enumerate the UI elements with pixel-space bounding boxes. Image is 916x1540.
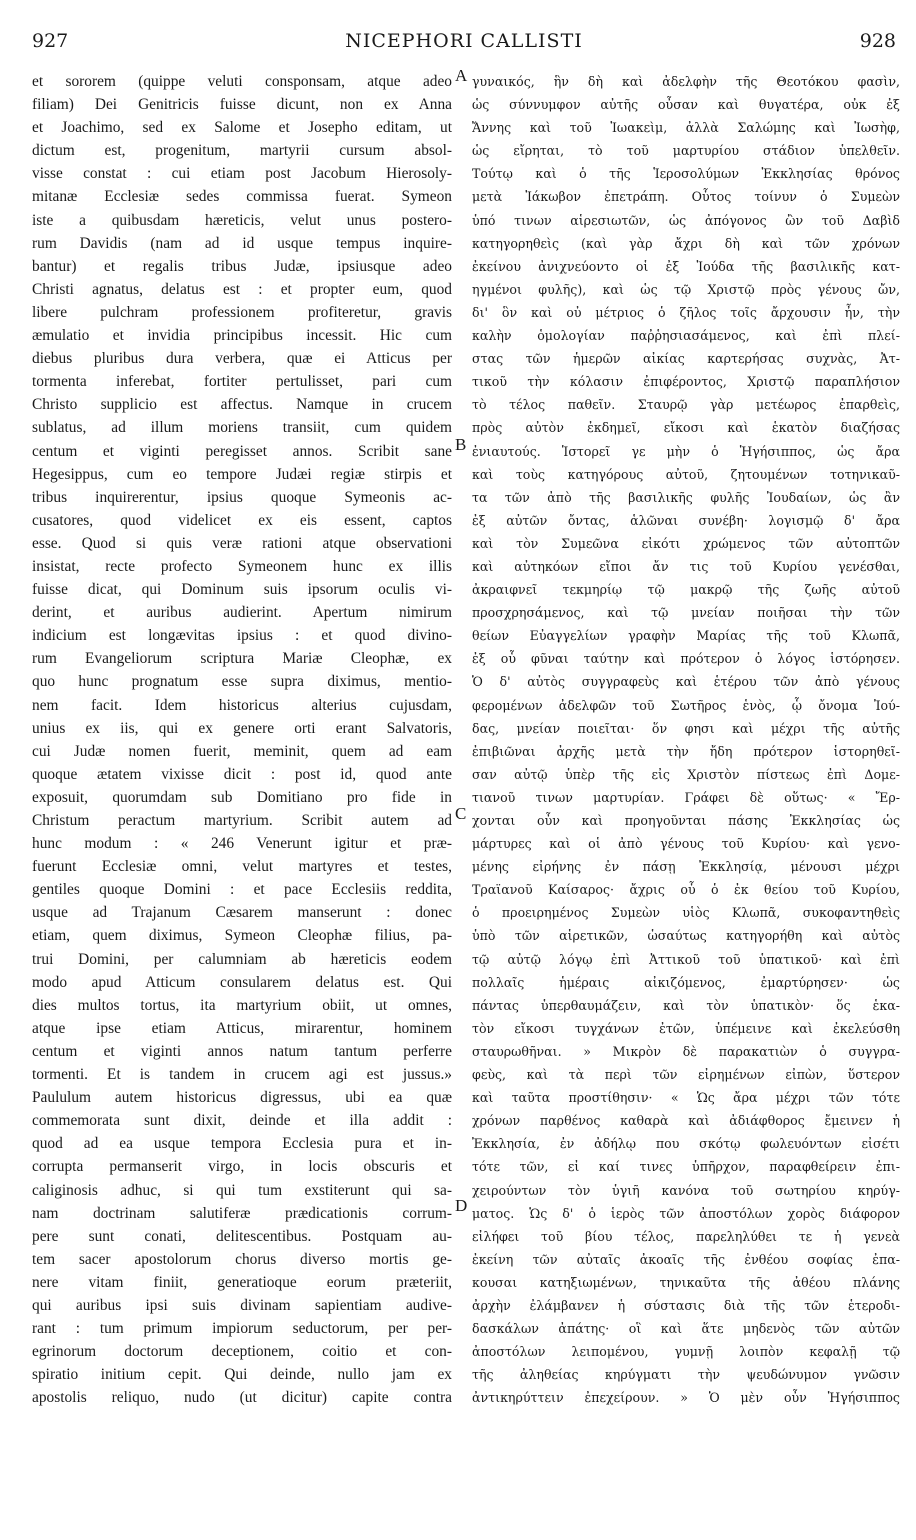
text-line: apostolis reliquo, nudo (ut dicitur) capite contra <box>32 1389 452 1407</box>
text-line: insistat, recte profecto Symeonem hunc ex illis <box>32 557 452 575</box>
text-line: tem sacer apostolorum chorus diverso mortis ge- <box>32 1250 452 1268</box>
text-line: μάρτυρες καὶ οἱ ἀπὸ γένους τοῦ Κυρίου· καὶ γενο- <box>472 836 900 852</box>
text-line: δασκάλων ἀπάτης· οἳ καὶ ἅτε μηδενὸς τῶν αὐτῶν <box>472 1321 900 1337</box>
text-line: atque ipse etiam Atticus, mirarentur, hominem <box>32 1019 452 1037</box>
text-line: χονται οὖν καὶ προηγοῦνται πάσης Ἐκκλησίας ὡς <box>472 813 900 828</box>
text-line: gentiles quoque Domini : et pace Ecclesiis reddita, <box>32 881 452 899</box>
text-line: Paululum autem historicus digressus, ubi ea quæ <box>32 1089 452 1107</box>
text-line: πάντας ὑπερθαυμάζειν, καὶ τὸν ὑπατικὸν· ὅς ἑκα- <box>472 997 900 1013</box>
text-line: rum Evangeliorum scriptura Mariæ Cleophæ, ex <box>32 650 452 668</box>
text-line: τὸν εἴκοσι τυγχάνων ἐτῶν, ὑπέμεινε καὶ ἐκελεύσθη <box>472 1020 900 1036</box>
section-marker-a: A <box>455 66 468 85</box>
text-line: προσχρησάμενος, καὶ τῷ μνείαν ποιῆσαι τὴν τῶν <box>472 605 900 621</box>
section-marker-b: B <box>455 435 467 454</box>
text-line: τότε τῶν, εἰ καί τινες ὑπῆρχον, παραφθείρειν ἐπι- <box>472 1159 900 1175</box>
latin-column <box>32 70 452 1409</box>
text-line: nam doctrinam salutiferæ prædicationis corrum- <box>32 1204 452 1222</box>
text-line: ὑπὸ τῶν αἱρετικῶν, ὡσαύτως κατηγορήθη καὶ αὐτὸς <box>472 928 900 944</box>
text-line: tormenti. Et is tandem in crucem agi est jussus.» <box>32 1066 452 1084</box>
text-line: fuisse dicat, qui Dominum suis ipsorum oculis vi- <box>32 581 452 599</box>
section-marker-c: C <box>455 804 467 823</box>
text-line: qui auribus ipsi suis divinam sapientiam audive- <box>32 1296 452 1314</box>
text-line: Christi agnatus, delatus est : et propter eum, quod <box>32 280 452 298</box>
text-line: ἀρχὴν ἐλάμβανεν ἡ σύστασις διὰ τῆς τῶν ἑτεροδι- <box>472 1297 900 1313</box>
text-line: filiam) Dei Genitricis fuisse dicunt, non ex Anna <box>32 96 452 114</box>
text-line: τικοῦ τὴν κόλασιν ἐπιφέροντος, Χριστῷ παραπλήσιον <box>472 374 900 390</box>
text-line: sublatus, ad illum moriens transiit, cum quidem <box>32 419 452 437</box>
text-line: indicium est longævitas ipsius : et quod divino- <box>32 627 452 645</box>
text-line: modo apud Atticum consularem delatus est. Qui <box>32 973 452 991</box>
text-line: tormenta inferebat, fortiter pertulisset, pari cum <box>32 373 452 391</box>
text-line: σαν αὐτῷ ὑπὲρ τῆς εἰς Χριστὸν πίστεως ἐπὶ Δομε- <box>472 766 900 782</box>
text-line: ἐνιαυτούς. Ἱστορεῖ γε μὴν ὁ Ἡγήσιππος, ὡς ἄρα <box>472 443 900 459</box>
text-line: τιανοῦ τινων μαρτυρίαν. Γράφει δὲ οὕτως· « Ἔρ- <box>472 789 900 805</box>
greek-column <box>472 70 900 1409</box>
text-line: Hegesippus, cum eo tempore Judæi regiæ stirpis et <box>32 465 452 483</box>
text-line: ἐξ αὐτῶν ὄντας, ἁλῶναι συνέβη· λογισμῷ δ' ἄρα <box>472 512 900 528</box>
text-line: τὸ τέλος παθεῖν. Σταυρῷ γὰρ μετέωρος ἐπαρθεὶς, <box>472 397 900 413</box>
text-line: commemorata sunt dixit, deinde et illa addit : <box>32 1112 452 1130</box>
text-line: et sororem (quippe veluti consponsam, atque adeo <box>32 73 452 90</box>
text-line: Christum peractum martyrium. Scribit autem ad <box>32 812 452 829</box>
text-line: hunc modum : « 246 Venerunt igitur et præ- <box>32 835 452 853</box>
text-line: fuerunt Ecclesiæ omni, velut martyres et testes, <box>32 858 452 876</box>
text-line: θείων Εὐαγγελίων γραφὴν Μαρίας τῆς τοῦ Κλωπᾶ, <box>472 628 900 644</box>
text-line: πολλαῖς ἡμέραις αἰκιζόμενος, ἐμαρτύρησεν· ὡς <box>472 974 900 990</box>
text-line: cui Judæ nomen fuerit, meminit, quem ad eam <box>32 742 452 760</box>
text-line: centum et viginti annos natum tantum perferre <box>32 1042 452 1060</box>
text-line: Ἐκκλησία, ἐν ἀδήλῳ που σκότῳ φωλευόντων εἰσέτι <box>472 1136 900 1152</box>
text-line: dictum est, progenitum, martyrii cursum absol- <box>32 142 452 160</box>
text-line: ὡς εἴρηται, τὸ τοῦ μαρτυρίου στάδιον ὑπελθεῖν. <box>472 143 900 159</box>
text-line: ὡς σύννυμφον αὐτῆς οὖσαν καὶ θυγατέρα, οὐκ ἐξ <box>472 97 900 113</box>
text-line: usque ad Trajanum Cæsarem manserunt : donec <box>32 904 452 922</box>
text-line: ὁ προειρημένος Συμεὼν υἱὸς Κλωπᾶ, συκοφαντηθεὶς <box>472 905 900 921</box>
text-line: libere pulchram professionem profiteretur, gravis <box>32 303 452 321</box>
page-header <box>32 30 896 60</box>
text-line: spiratio initium cepit. Qui deinde, nullo jam ex <box>32 1366 452 1384</box>
text-line: στας τῶν ἡμερῶν αἰκίας καρτερήσας συχνὰς, Ἀτ- <box>472 351 900 367</box>
text-line: tribus inquirerentur, ipsius quoque Symeonis ac- <box>32 488 452 506</box>
text-line: σταυρωθῆναι. » Μικρὸν δὲ παρακατιὼν ὁ συγγρα- <box>472 1043 900 1059</box>
text-line: μένης εἰρήνης ἐν πάσῃ Ἐκκλησίᾳ, μένουσι μέχρι <box>472 859 900 875</box>
text-line: τα τῶν ἀπὸ τῆς βασιλικῆς φυλῆς Ἰουδαίων, ὡς ἂν <box>472 489 900 505</box>
text-line: ἐπιβιῶναι ἀρχῆς μετὰ τὴν ἤδη πρότερον ἱστορηθεῖ- <box>472 743 900 759</box>
text-line: τῆς ἀληθείας κηρύγματι τὴν ψευδώνυμον γνῶσιν <box>472 1367 900 1383</box>
text-line: καὶ τοὺς κατηγόρους αὐτοῦ, ζητουμένων τοτηνικαῦ- <box>472 466 900 482</box>
text-line: καὶ ταῦτα προστίθησιν· « Ὡς ἄρα μέχρι τῶν τότε <box>472 1090 900 1106</box>
text-line: trui Domini, per calumniam ab hæreticis eodem <box>32 950 452 968</box>
text-line: æmulatio et invidia principibus incessit. Hic cum <box>32 327 452 345</box>
text-line: ἐκείνη τῶν αὐταῖς ἀκοαῖς τῆς ἐνθέου σοφίας ἐπα- <box>472 1251 900 1267</box>
text-line: visse constat : cui etiam post Jacobum Hierosoly- <box>32 165 452 183</box>
text-line: ἀποστόλων λειπομένου, γυμνῇ λοιπὸν κεφαλῇ τῷ <box>472 1344 900 1360</box>
text-line: Τραϊανοῦ Καίσαρος· ἄχρις οὗ ὁ ἐκ θείου τοῦ Κυρίου, <box>472 882 900 898</box>
text-line: rant : tum primum impiorum seductorum, per per- <box>32 1320 452 1338</box>
right-page-number: 928 <box>859 30 896 52</box>
text-line: quo hunc prognatum esse supra diximus, mentio- <box>32 673 452 691</box>
text-line: derint, et auribus audierint. Apertum nimirum <box>32 604 452 622</box>
text-line: nere vitam finiit, generatioque eorum præteriit, <box>32 1273 452 1291</box>
text-line: caliginosis adhuc, si qui tum exstiterunt qui sa- <box>32 1181 452 1199</box>
text-line: ματος. Ὡς δ' ὁ ἱερὸς τῶν ἀποστόλων χορὸς διάφορον <box>472 1205 900 1221</box>
text-line: egrinorum doctorum deceptionem, coitio et con- <box>32 1343 452 1361</box>
text-line: dies multos tortus, ita martyrium obiit, ut omnes, <box>32 996 452 1014</box>
text-line: esse. Quod si quis veræ rationi atque observationi <box>32 534 452 552</box>
text-line: καὶ αὐτηκόων εἴποι ἄν τις τοῦ Κυρίου γενέσθαι, <box>472 558 900 574</box>
text-line: Christo supplicio est affectus. Namque in crucem <box>32 396 452 414</box>
text-line: φερομένων ἀδελφῶν τοῦ Σωτῆρος ἑνὸς, ᾧ ὄνομα Ἰού- <box>472 697 900 713</box>
section-marker-d: D <box>455 1196 468 1215</box>
text-line: unius ex iis, qui ex genere orti erant Salvatoris, <box>32 719 452 737</box>
text-line: γυναικός, ἣν δὴ καὶ ἀδελφὴν τῆς Θεοτόκου φασὶν, <box>472 74 900 89</box>
running-title: NICEPHORI CALLISTI <box>345 30 583 52</box>
text-line: χειρούντων τὸν ὑγιῆ κανόνα τοῦ σωτηρίου κηρύγ- <box>472 1182 900 1198</box>
text-line: εἰλήφει τοῦ βίου τέλος, παρεληλύθει τε ἡ γενεὰ <box>472 1228 900 1244</box>
text-line: exposuit, quorumdam sub Domitiano pro fide in <box>32 788 452 806</box>
text-line: μετὰ Ἰάκωβον ἐπετράπη. Οὗτος τοίνυν ὁ Συμεὼν <box>472 189 900 205</box>
left-page-number: 927 <box>32 30 69 52</box>
text-line: ἀντικηρύττειν ἐπεχείρουν. » Ὁ μὲν οὖν Ἡγήσιππος <box>472 1390 900 1406</box>
text-line: diebus pluribus dura verbera, quæ ei Atticus per <box>32 350 452 368</box>
text-line: corrupta permanserit virgo, in locis obscuris et <box>32 1158 452 1176</box>
text-line: ηγμένοι φυλῆς), καὶ ὡς τῷ Χριστῷ πρὸς γένους ὤν, <box>472 281 900 297</box>
text-line: Ἄννης καὶ τοῦ Ἰωακεὶμ, ἀλλὰ Σαλώμης καὶ Ἰωσὴφ, <box>472 120 900 136</box>
text-line: centum et viginti peregisset annos. Scribit sane <box>32 442 452 460</box>
text-line: iste a quibusdam hæreticis, velut unus postero- <box>32 211 452 229</box>
text-line: quoque ætatem vixisse dicit : post id, quod ante <box>32 765 452 783</box>
text-line: τῷ αὐτῷ λόγῳ ἐπὶ Ἀττικοῦ τοῦ ὑπατικοῦ· καὶ ἐπὶ <box>472 951 900 967</box>
text-line: ἐξ οὗ φῦναι ταύτην καὶ πρότερον ὁ λόγος ἱστόρησεν. <box>472 651 900 667</box>
text-line: φεὺς, καὶ τὰ περὶ τῶν εἰρημένων εἰπὼν, ὕστερον <box>472 1067 900 1083</box>
text-line: quod ad ea usque tempora Ecclesia pura et in- <box>32 1135 452 1153</box>
text-line: ὑπό τινων αἱρεσιωτῶν, ὡς ἀπόγονος ὢν τοῦ Δαβὶδ <box>472 212 900 228</box>
text-line: χρόνων παρθένος καθαρὰ καὶ ἀδιάφθορος ἔμεινεν ἡ <box>472 1113 900 1129</box>
text-line: bantur) et regalis tribus Judæ, ipsiusque adeo <box>32 257 452 275</box>
text-line: rum Davidis (nam ad id usque tempus inquire- <box>32 234 452 252</box>
text-line: κουσαι κατηξιωμένων, τηνικαῦτα τῆς ἀθέου πλάνης <box>472 1274 900 1290</box>
text-line: δι' ὃν καὶ οὐ μέτριος ὁ ζῆλος τοῖς ἄρχουσιν ἦν, τὴν <box>472 304 900 320</box>
text-line: κατηγορηθεὶς (καὶ γὰρ ἄχρι δὴ καὶ τῶν χρόνων <box>472 235 900 251</box>
text-line: Ὁ δ' αὐτὸς συγγραφεὺς καὶ ἑτέρου τῶν ἀπὸ γένους <box>472 674 900 690</box>
text-line: ἐκείνου ἀνιχνεύοντο οἱ ἐξ Ἰούδα τῆς βασιλικῆς κατ- <box>472 258 900 274</box>
text-line: etiam, quem diximus, Symeon Cleophæ filius, pa- <box>32 927 452 945</box>
text-line: nem facit. Idem historicus alterius cujusdam, <box>32 696 452 714</box>
text-line: pere sunt conati, delitescentibus. Postquam au- <box>32 1227 452 1245</box>
text-line: mitanæ Ecclesiæ sedes commissa fuerat. Symeon <box>32 188 452 206</box>
text-line: Τούτῳ καὶ ὁ τῆς Ἱεροσολύμων Ἐκκλησίας θρόνος <box>472 166 900 182</box>
text-line: δας, μνείαν ποιεῖται· ὅν φησι καὶ μέχρι τῆς αὐτῆς <box>472 720 900 736</box>
text-line: καὶ τὸν Συμεῶνα εἰκότι χρώμενος τῶν αὐτοπτῶν <box>472 535 900 551</box>
text-line: et Joachimo, sed ex Salome et Josepho editam, ut <box>32 119 452 137</box>
text-line: cusatores, quod videlicet ex eis essent, captos <box>32 511 452 529</box>
text-line: καλὴν ὁμολογίαν παῤῥησιασάμενος, καὶ ἐπὶ πλεί- <box>472 328 900 344</box>
text-line: ἀκραιφνεῖ τεκμηρίῳ τῷ μακρῷ τῆς ζωῆς αὐτοῦ <box>472 582 900 598</box>
text-line: πρὸς αὐτὸν ἐκδημεῖ, εἴκοσι καὶ ἑκατὸν διαζήσας <box>472 420 900 436</box>
